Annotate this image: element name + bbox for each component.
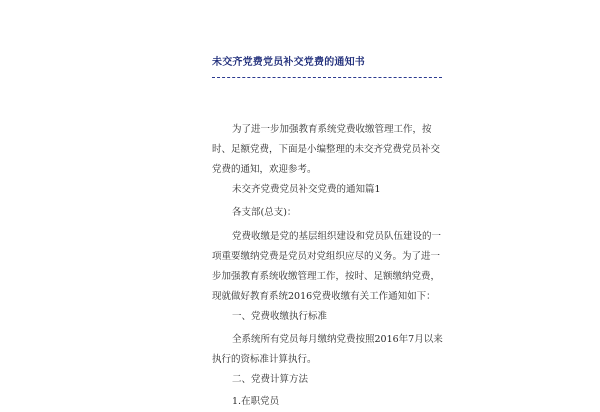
paragraph-2: 全系统所有党员每月缴纳党费按照2016年7月以来执行的资标准计算执行。 [212, 334, 443, 365]
intro-paragraph: 为了进一步加强教育系统党费收缴管理工作，按时、足额党费，下面是小编整理的未交齐党费党员补交党费的通知，欢迎参考。 [212, 124, 441, 175]
heading-2: 二、党费计算方法 [232, 374, 309, 385]
document-title: 未交齐党费党员补交党费的通知书 [212, 57, 365, 68]
heading-1: 一、党费收缴执行标准 [232, 311, 328, 322]
section-heading: 未交齐党费党员补交党费的通知篇1 [232, 184, 381, 195]
list-item-1: 1.在职党员 [232, 396, 280, 407]
paragraph-1: 党费收缴是党的基层组织建设和党员队伍建设的一项重要缴纳党费是党员对党组织应尽的义务。为了进一步加强教育系统收缴管理工作，按时、足额缴纳党费，现就做好教育系统2016党费收缴有关工作通知如下： [212, 231, 442, 302]
title-divider [212, 77, 442, 78]
salutation: 各支部(总支)： [232, 207, 297, 218]
